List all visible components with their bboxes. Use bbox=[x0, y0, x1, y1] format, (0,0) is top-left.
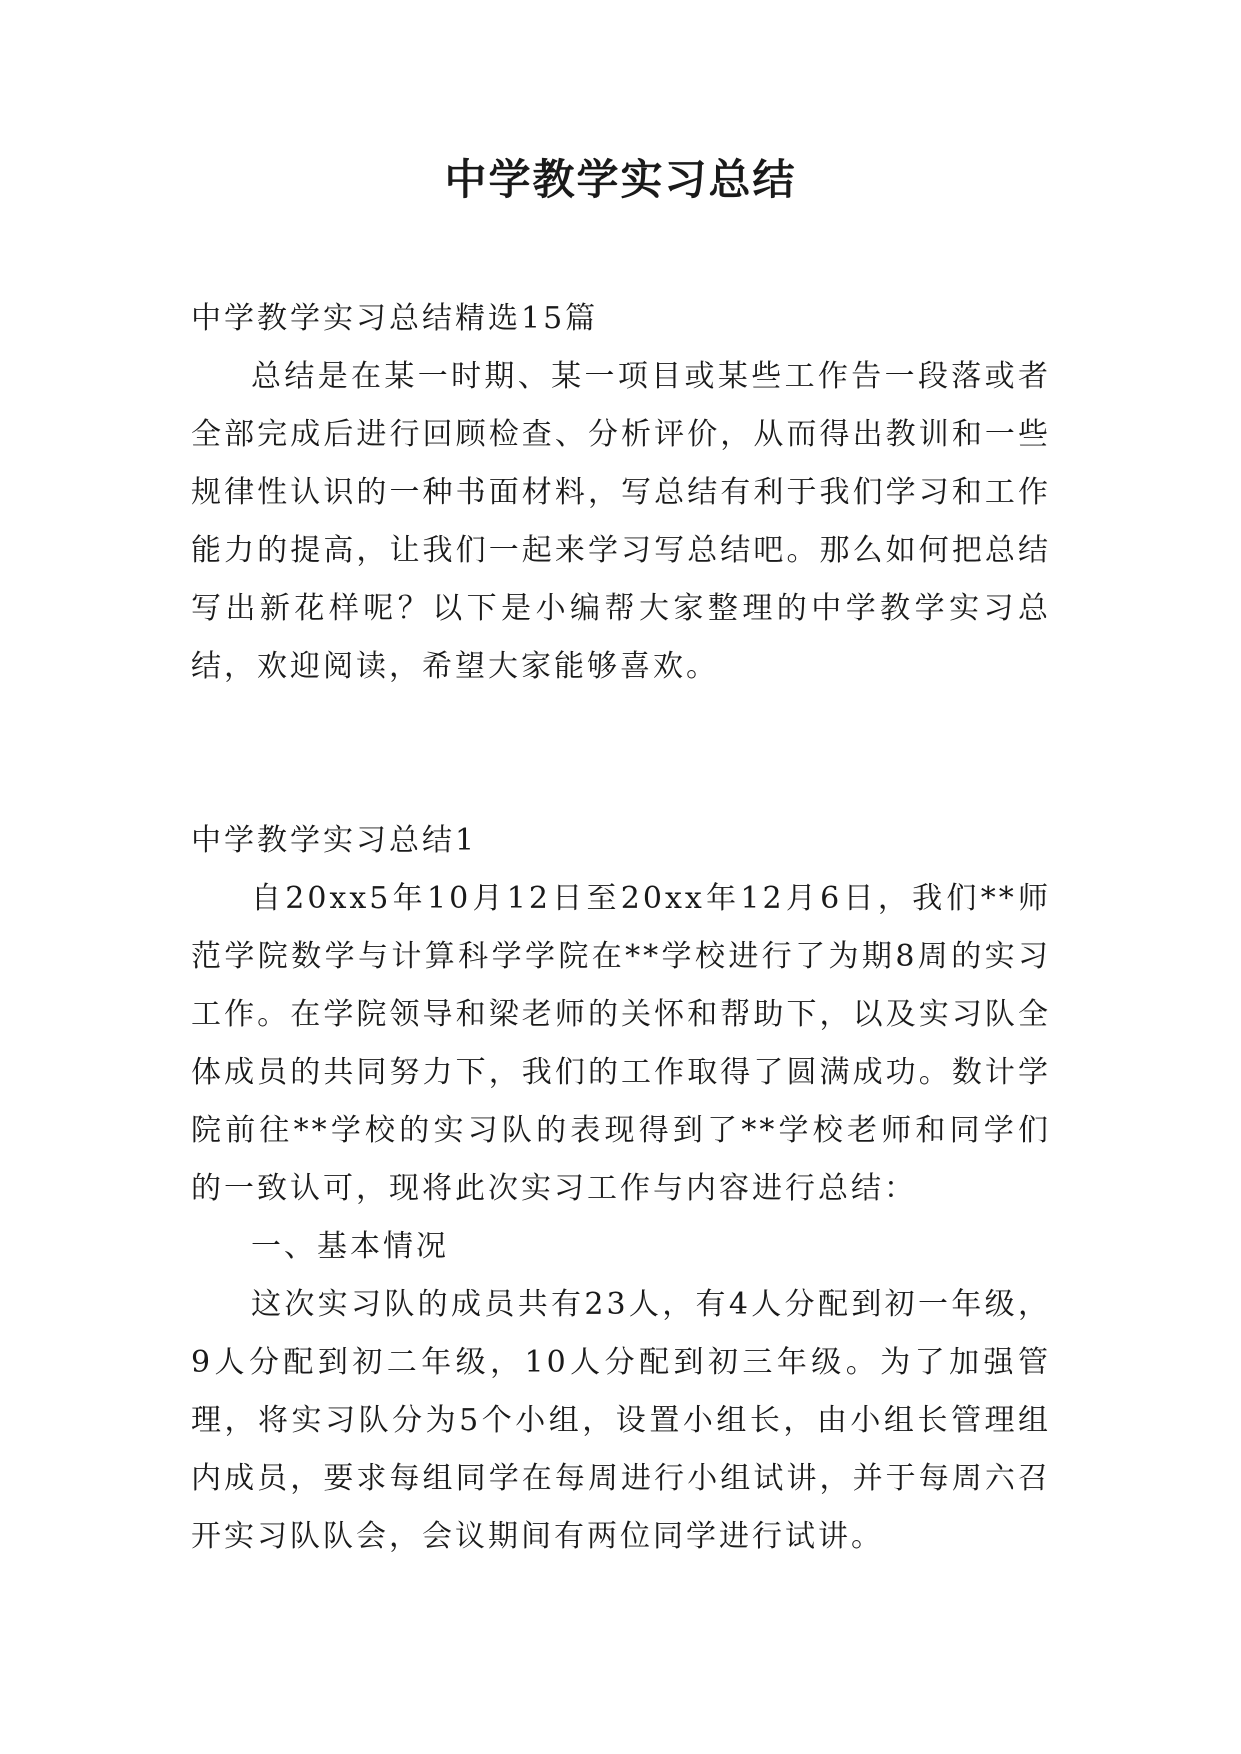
section-spacer bbox=[191, 696, 1051, 812]
section-heading: 中学教学实习总结1 bbox=[191, 823, 478, 858]
document-title: 中学教学实习总结 bbox=[444, 155, 797, 204]
subtitle: 中学教学实习总结精选15篇 bbox=[191, 301, 599, 336]
subsection-heading: 一、基本情况 bbox=[251, 1229, 449, 1264]
section-paragraph-1: 自20xx5年10月12日至20xx年12月6日，我们**师范学院数学与计算科学学院在**学校进行了为期8周的实习工作。在学院领导和梁老师的关怀和帮助下，以及实习队全体成员的共同努力下，我们的工作取得了圆满成功。数计学院前往**学校的实习队的表现得到了**学校老师和同学们的一致认可，现将此次实习工作与内容进行总结： bbox=[191, 881, 1051, 1206]
intro-paragraph: 总结是在某一时期、某一项目或某些工作告一段落或者全部完成后进行回顾检查、分析评价，从而得出教训和一些规律性认识的一种书面材料，写总结有利于我们学习和工作能力的提高，让我们一起来学习写总结吧。那么如何把总结写出新花样呢？以下是小编帮大家整理的中学教学实习总结，欢迎阅读，希望大家能够喜欢。 bbox=[191, 359, 1051, 684]
section-paragraph-2: 这次实习队的成员共有23人，有4人分配到初一年级，9人分配到初二年级，10人分配到初三年级。为了加强管理，将实习队分为5个小组，设置小组长，由小组长管理组内成员，要求每组同学在每周进行小组试讲，并于每周六召开实习队队会，会议期间有两位同学进行试讲。 bbox=[191, 1287, 1051, 1554]
document-body bbox=[191, 290, 1051, 1566]
